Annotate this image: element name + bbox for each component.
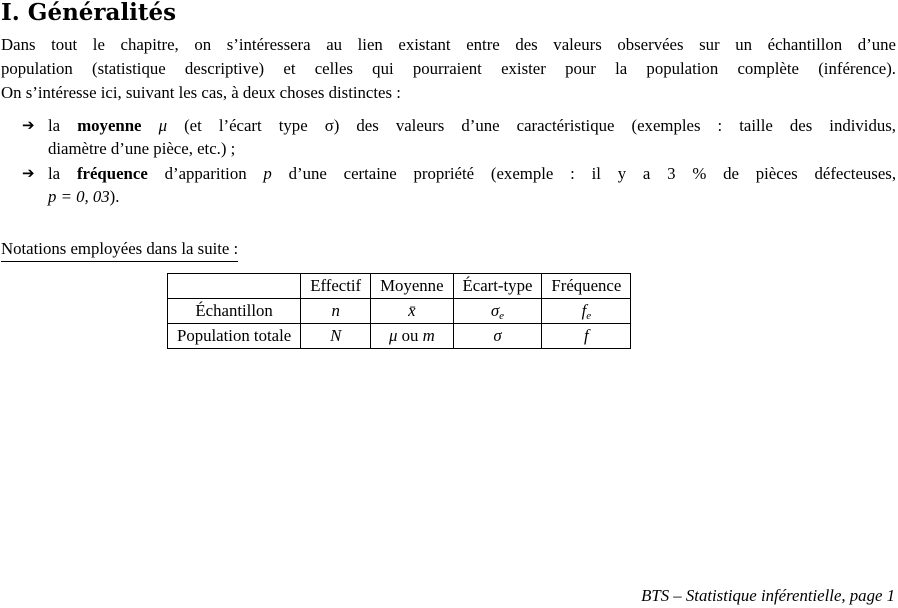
bullet-line-1: la moyenne μ (et l’écart type σ) des valeurs d’une caractéristique (exemples : taille des individus,: [48, 116, 896, 135]
table-header-cell: Moyenne: [371, 274, 453, 299]
row-label: Population totale: [168, 324, 301, 349]
page-footer: BTS – Statistique inférentielle, page 1: [641, 586, 895, 605]
list-item-frequence: [0, 162, 896, 208]
table-cell: N: [301, 324, 371, 349]
table-header-row: [168, 274, 631, 299]
table-cell: x̄: [371, 299, 453, 324]
notations-heading: Notations employées dans la suite :: [1, 237, 238, 262]
section-heading: [1, 0, 176, 26]
bullet-line-1: la fréquence d’apparition p d’une certaine propriété (exemple : il y a 3 % de pièces défecteuses,: [48, 164, 897, 183]
intro-line-2: population (statistique descriptive) et celles qui pourraient exister pour la population complète (inférence).: [1, 59, 896, 78]
intro-line-1: Dans tout le chapitre, on s’intéressera au lien existant entre des valeurs observées sur un échantillon d’une: [1, 35, 896, 54]
table-cell: f: [542, 324, 631, 349]
intro-line-3: On s’intéresse ici, suivant les cas, à deux choses distinctes :: [1, 83, 401, 102]
math-p: p: [263, 164, 272, 183]
keyword-frequence: fréquence: [76, 164, 148, 183]
row-label: Échantillon: [168, 299, 301, 324]
bullet-line-2: p = 0, 03).: [48, 187, 120, 206]
section-number: I.: [1, 0, 20, 26]
section-title: Généralités: [27, 0, 177, 26]
table-header-cell: Effectif: [301, 274, 371, 299]
arrow-right-icon: ➔: [22, 164, 35, 182]
table-header-cell: [168, 274, 301, 299]
table-header-cell: Fréquence: [542, 274, 631, 299]
arrow-right-icon: ➔: [22, 116, 35, 134]
notations-table: [167, 273, 631, 349]
table-cell: n: [301, 299, 371, 324]
list-item-moyenne: [0, 114, 896, 160]
keyword-moyenne: moyenne: [77, 116, 142, 135]
bullet-list: [0, 114, 896, 210]
intro-paragraph: [1, 33, 896, 105]
math-p-equals: p = 0, 03: [48, 187, 110, 206]
table-header-cell: Écart-type: [453, 274, 542, 299]
table-row: [168, 299, 631, 324]
bullet-line-2: diamètre d’une pièce, etc.) ;: [48, 139, 236, 158]
table-cell: $\sigma_e$: [453, 299, 542, 324]
table-cell: $f_e$: [542, 299, 631, 324]
table-cell: σ: [453, 324, 542, 349]
math-mu: μ: [158, 116, 168, 135]
table-row: [168, 324, 631, 349]
table-cell: μ ou m: [371, 324, 453, 349]
